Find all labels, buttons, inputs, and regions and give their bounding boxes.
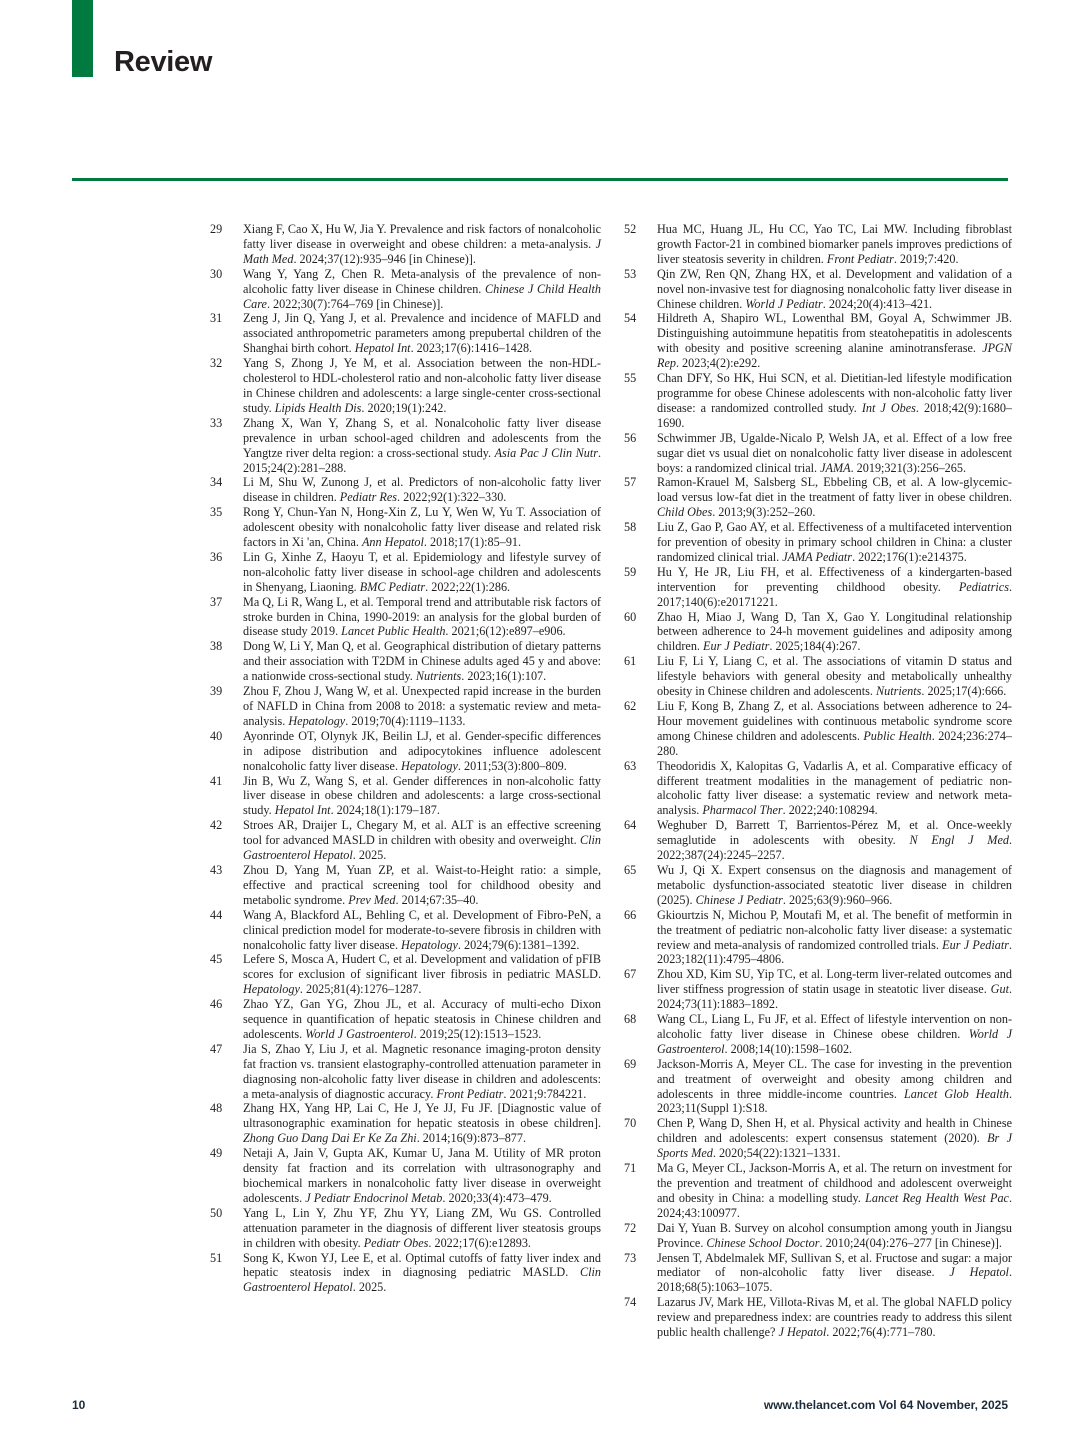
references-column-right <box>624 222 1012 1340</box>
reference-item <box>624 565 1012 610</box>
journal-name: J Pediatr Endocrinol Metab <box>305 1190 443 1205</box>
references-section <box>210 222 1012 1340</box>
references-column-left <box>210 222 601 1340</box>
reference-text: Song K, Kwon YJ, Lee E, et al. Optimal cutoffs of fatty liver index and hepatic steatosis index in diagnosing pediatric MASLD. Clin Gastroenterol Hepatol. 2025. <box>243 1250 601 1295</box>
reference-item <box>624 654 1012 699</box>
reference-item <box>624 610 1012 655</box>
reference-text: Gkiourtzis N, Michou P, Moutafi M, et al. The benefit of metformin in the treatment of pediatric non-alcoholic fatty liver disease: a systematic review and meta-analysis of randomized controlled trials. Eur J Pediatr. 2023;182(11):4795–4806. <box>657 907 1012 967</box>
journal-name: JPGN Rep <box>657 341 1012 371</box>
reference-text: Chen P, Wang D, Shen H, et al. Physical activity and health in Chinese children and adolescents: expert consensus statement (2020). Br J Sports Med. 2020;54(22):1321–1331. <box>657 1116 1012 1161</box>
reference-number: 44 <box>210 907 223 922</box>
journal-name: Ann Hepatol <box>361 535 424 550</box>
journal-name: J Hepatol <box>778 1325 827 1340</box>
reference-text: Schwimmer JB, Ugalde-Nicalo P, Welsh JA, et al. Effect of a low free sugar diet vs usual diet on nonalcoholic fatty liver disease in adolescent boys: a randomized clinical trial. JAMA. 2019;321(3):256–265. <box>657 430 1012 475</box>
reference-text: Xiang F, Cao X, Hu W, Jia Y. Prevalence and risk factors of nonalcoholic fatty liver disease in overweight and obese children: a meta-analysis. J Math Med. 2024;37(12):935–946 [in Chinese)]. <box>243 222 601 266</box>
reference-number: 52 <box>624 222 637 236</box>
journal-name: Hepatol Int <box>274 803 331 818</box>
reference-text: Weghuber D, Barrett T, Barrientos-Pérez M, et al. Once-weekly semaglutide in adolescents with obesity. N Engl J Med. 2022;387(24):2245–2257. <box>657 818 1012 863</box>
journal-name: Clin Gastroenterol Hepatol <box>243 1265 601 1295</box>
reference-number: 69 <box>624 1056 637 1071</box>
reference-item <box>210 267 601 312</box>
reference-text: Wang CL, Liang L, Fu JF, et al. Effect of lifestyle intervention on non-alcoholic fatty liver disease in Chinese obese children. World J Gastroenterol. 2008;14(10):1598–1602. <box>657 1012 1012 1056</box>
reference-number: 49 <box>210 1146 223 1161</box>
reference-item <box>210 311 601 356</box>
reference-item <box>210 475 601 505</box>
reference-item <box>624 431 1012 476</box>
reference-text: Chan DFY, So HK, Hui SCN, et al. Dietitian-led lifestyle modification programme for obese Chinese adolescents with non-alcoholic fatty liver disease: a randomized controlled study. Int J Obes. 2018;42(9):1680–1690. <box>657 371 1013 430</box>
journal-name: Hepatology <box>243 982 300 997</box>
journal-name: Chinese J Pediatr <box>695 892 783 907</box>
reference-item <box>210 550 601 595</box>
reference-item <box>210 1206 601 1251</box>
reference-item <box>210 1251 601 1296</box>
journal-name: Hepatology <box>288 713 346 728</box>
journal-name: Pediatr Obes <box>363 1235 429 1250</box>
reference-number: 58 <box>624 520 637 535</box>
reference-item <box>624 371 1012 431</box>
reference-number: 37 <box>210 594 223 609</box>
journal-name: JAMA <box>820 460 851 475</box>
journal-name: J Hepatol <box>949 1265 1009 1280</box>
reference-text: Dai Y, Yuan B. Survey on alcohol consumption among youth in Jiangsu Province. Chinese School Doctor. 2010;24(04):276–277 [in Chinese)]. <box>657 1220 1012 1250</box>
journal-name: Eur J Pediatr <box>703 639 770 654</box>
reference-number: 64 <box>624 818 637 833</box>
reference-text: Wu J, Qi X. Expert consensus on the diagnosis and management of metabolic dysfunction-associated steatotic liver disease in children (2025). Chinese J Pediatr. 2025;63(9):960–966. <box>657 862 1012 907</box>
reference-text: Zhang HX, Yang HP, Lai C, He J, Ye JJ, Fu JF. [Diagnostic value of ultrasonographic examination for hepatic steatosis in obese children]. Zhong Guo Dang Dai Er Ke Za Zhi. 2014;16(9):873–877. <box>243 1101 601 1146</box>
reference-item <box>210 952 601 997</box>
reference-number: 60 <box>624 609 637 624</box>
journal-name: J Math Med <box>243 236 601 266</box>
reference-item <box>210 997 601 1042</box>
reference-text: Lefere S, Mosca A, Hudert C, et al. Development and validation of pFIB scores for exclusion of significant liver fibrosis in pediatric MASLD. Hepatology. 2025;81(4):1276–1287. <box>243 952 601 997</box>
journal-name: Hepatology <box>401 758 458 773</box>
journal-name: Chinese J Child Health Care <box>243 281 601 311</box>
reference-number: 39 <box>210 684 223 699</box>
reference-number: 30 <box>210 266 223 281</box>
reference-text: Hildreth A, Shapiro WL, Lowenthal BM, Goyal A, Schwimmer JB. Distinguishing autoimmune hepatitis from steatohepatitis in adolescents with obesity and positive screening alanine aminotransferase. JPGN Rep. 2023;4(2):e292. <box>657 311 1012 371</box>
reference-item <box>624 1221 1012 1251</box>
journal-name: N Engl J Med <box>909 833 1009 848</box>
reference-item <box>210 684 601 729</box>
journal-name: Pediatr Res <box>339 490 397 505</box>
reference-text: Liu F, Kong B, Zhang Z, et al. Associations between adherence to 24-Hour movement guidelines with continuous metabolic syndrome score among Chinese children and adolescents. Public Health. 2024;236:274–280. <box>657 699 1013 758</box>
reference-text: Lin G, Xinhe Z, Haoyu T, et al. Epidemiology and lifestyle survey of non-alcoholic fatty liver disease in school-age children and adolescents in Shenyang, Liaoning. BMC Pediatr. 2022;22(1):286. <box>243 549 601 594</box>
journal-name: Asia Pac J Clin Nutr <box>494 445 598 460</box>
reference-item <box>210 639 601 684</box>
reference-item <box>624 1161 1012 1221</box>
reference-number: 53 <box>624 266 637 281</box>
journal-name: Gut <box>990 982 1009 997</box>
reference-text: Jackson-Morris A, Meyer CL. The case for investing in the prevention and treatment of overweight and obesity among children and adolescents in three middle-income countries. Lancet Glob Health. 2023;11(Suppl 1):S18. <box>657 1056 1012 1116</box>
reference-item <box>210 729 601 774</box>
reference-number: 32 <box>210 356 223 371</box>
journal-name: World J Gastroenterol <box>305 1026 414 1041</box>
reference-text: Hua MC, Huang JL, Hu CC, Yao TC, Lai MW. Including fibroblast growth Factor-21 in combined biomarker panels improves predictions of liver steatosis severity in children. Front Pediatr. 2019;7:420. <box>657 222 1012 266</box>
reference-item <box>624 1116 1012 1161</box>
journal-name: Front Pediatr <box>436 1086 504 1101</box>
reference-number: 61 <box>624 654 637 669</box>
reference-text: Ayonrinde OT, Olynyk JK, Beilin LJ, et al. Gender-specific differences in adipose distribution and adipocytokines influence adolescent nonalcoholic fatty liver disease. Hepatology. 2011;53(3):800–809. <box>243 728 601 773</box>
reference-text: Lazarus JV, Mark HE, Villota-Rivas M, et al. The global NAFLD policy review and preparedness index: are countries ready to address this silent public health challenge? J Hepatol. 2022;76(4):771–780. <box>657 1295 1012 1340</box>
reference-item <box>624 311 1012 371</box>
reference-item <box>210 356 601 416</box>
reference-item <box>624 475 1012 520</box>
reference-item <box>624 222 1012 267</box>
reference-number: 63 <box>624 758 637 773</box>
reference-number: 45 <box>210 952 223 967</box>
reference-item <box>624 1295 1012 1340</box>
reference-item <box>624 520 1012 565</box>
reference-item <box>624 1251 1012 1296</box>
reference-number: 50 <box>210 1205 223 1220</box>
reference-number: 56 <box>624 430 637 445</box>
journal-name: JAMA Pediatr <box>782 549 853 564</box>
reference-number: 68 <box>624 1012 637 1027</box>
reference-number: 31 <box>210 311 223 326</box>
journal-name: Br J Sports Med <box>657 1131 1012 1161</box>
reference-text: Ma Q, Li R, Wang L, et al. Temporal trend and attributable risk factors of stroke burden in China, 1990-2019: an analysis for the global burden of disease study 2019. Lancet Public Health. 2021;6(12):e897–e906. <box>243 594 601 639</box>
reference-number: 36 <box>210 549 223 564</box>
journal-name: Zhong Guo Dang Dai Er Ke Za Zhi <box>243 1131 417 1146</box>
reference-text: Jensen T, Abdelmalek MF, Sullivan S, et al. Fructose and sugar: a major mediator of non-alcoholic fatty liver disease. J Hepatol. 2018;68(5):1063–1075. <box>657 1250 1012 1295</box>
reference-number: 73 <box>624 1250 637 1265</box>
page-footer <box>72 1398 1008 1412</box>
reference-text: Ramon-Krauel M, Salsberg SL, Ebbeling CB, et al. A low-glycemic-load versus low-fat diet in the treatment of fatty liver in obese children. Child Obes. 2013;9(3):252–260. <box>657 475 1012 520</box>
journal-name: Pharmacol Ther <box>702 803 783 818</box>
reference-text: Yang L, Lin Y, Zhu YF, Zhu YY, Liang ZM, Wu GS. Controlled attenuation parameter in the diagnosis of different liver steatosis groups in children with obesity. Pediatr Obes. 2022;17(6):e12893. <box>243 1205 601 1250</box>
reference-item <box>210 863 601 908</box>
journal-name: Front Pediatr <box>826 251 894 266</box>
journal-name: Lipids Health Dis <box>274 400 362 415</box>
page-title: Review <box>114 46 213 78</box>
reference-number: 42 <box>210 818 223 833</box>
reference-item <box>624 1057 1012 1117</box>
reference-item <box>210 818 601 863</box>
reference-text: Wang A, Blackford AL, Behling C, et al. Development of Fibro-PeN, a clinical prediction model for moderate-to-severe fibrosis in children with nonalcoholic fatty liver disease. Hepatology. 2024;79(6):1381–1392. <box>243 907 601 952</box>
reference-number: 70 <box>624 1116 637 1131</box>
reference-text: Zhao YZ, Gan YG, Zhou JL, et al. Accuracy of multi-echo Dixon sequence in quantification of hepatic steatosis in Chinese children and adolescents. World J Gastroenterol. 2019;25(12):1513–1523. <box>243 997 601 1041</box>
reference-number: 72 <box>624 1220 637 1235</box>
reference-text: Yang S, Zhong J, Ye M, et al. Association between the non-HDL-cholesterol to HDL-cholesterol ratio and non-alcoholic fatty liver disease in Chinese children and adolescents: a large single-center cross-sectional study. Lipids Health Dis. 2020;19(1):242. <box>243 356 601 415</box>
reference-text: Jin B, Wu Z, Wang S, et al. Gender differences in non-alcoholic fatty liver disease in obese children and adolescents: a large cross-sectional study. Hepatol Int. 2024;18(1):179–187. <box>243 773 601 818</box>
reference-number: 55 <box>624 371 637 386</box>
reference-item <box>624 908 1012 968</box>
reference-text: Ma G, Meyer CL, Jackson-Morris A, et al. The return on investment for the prevention and treatment of childhood and adolescent overweight and obesity in China: a modelling study. Lancet Reg Health West Pac. 2024;43:100977. <box>657 1161 1013 1220</box>
reference-number: 47 <box>210 1041 223 1056</box>
reference-item <box>210 774 601 819</box>
reference-text: Zhang X, Wan Y, Zhang S, et al. Nonalcoholic fatty liver disease prevalence in urban school-aged children and adolescents from the Yangtze river delta region: a cross-sectional study. Asia Pac J Clin Nutr. 2015;24(2):281–288. <box>243 415 602 475</box>
reference-text: Wang Y, Yang Z, Chen R. Meta-analysis of the prevalence of non-alcoholic fatty liver disease in Chinese children. Chinese J Child Health Care. 2022;30(7):764–769 [in Chinese)]. <box>243 266 601 311</box>
journal-name: Public Health <box>863 728 932 743</box>
reference-item <box>624 267 1012 312</box>
reference-number: 54 <box>624 311 637 326</box>
reference-number: 29 <box>210 222 223 236</box>
reference-item <box>210 1101 601 1146</box>
reference-item <box>624 759 1012 819</box>
reference-number: 67 <box>624 967 637 982</box>
journal-name: World J Gastroenterol <box>657 1026 1012 1056</box>
journal-footer-line: www.thelancet.com Vol 64 November, 2025 <box>763 1398 1008 1412</box>
reference-text: Qin ZW, Ren QN, Zhang HX, et al. Development and validation of a novel non-invasive test for diagnosing nonalcoholic fatty liver disease in Chinese children. World J Pediatr. 2024;20(4):413–421. <box>657 266 1012 311</box>
reference-text: Liu F, Li Y, Liang C, et al. The associations of vitamin D status and lifestyle behaviors with general obesity and metabolically unhealthy obesity in Chinese children and adolescents. Nutrients. 2025;17(4):666. <box>657 654 1012 699</box>
reference-number: 51 <box>210 1250 223 1265</box>
reference-text: Li M, Shu W, Zunong J, et al. Predictors of non-alcoholic fatty liver disease in children. Pediatr Res. 2022;92(1):322–330. <box>243 475 601 505</box>
reference-number: 57 <box>624 475 637 490</box>
reference-item <box>210 908 601 953</box>
journal-name: Chinese School Doctor <box>706 1235 820 1250</box>
reference-number: 59 <box>624 564 637 579</box>
reference-number: 35 <box>210 505 223 520</box>
journal-name: Nutrients <box>415 669 462 684</box>
reference-item <box>210 1146 601 1206</box>
journal-name: Pediatrics <box>958 579 1009 594</box>
journal-name: Clin Gastroenterol Hepatol <box>243 833 601 863</box>
reference-text: Hu Y, He JR, Liu FH, et al. Effectiveness of a kindergarten-based intervention for preventing childhood obesity. Pediatrics. 2017;140(6):e20171221. <box>657 564 1012 609</box>
reference-number: 38 <box>210 639 223 654</box>
reference-number: 41 <box>210 773 223 788</box>
reference-item <box>624 1012 1012 1057</box>
reference-number: 74 <box>624 1295 637 1310</box>
reference-item <box>210 222 601 267</box>
header-rule <box>72 178 1008 181</box>
reference-text: Rong Y, Chun-Yan N, Hong-Xin Z, Lu Y, Wen W, Yu T. Association of adolescent obesity with nonalcoholic fatty liver disease and related risk factors in Xi 'an, China. Ann Hepatol. 2018;17(1):85–91. <box>243 505 601 550</box>
reference-text: Netaji A, Jain V, Gupta AK, Kumar U, Jana M. Utility of MR proton density fat fraction and its correlation with ultrasonography and biochemical markers in nonalcoholic fatty liver disease in overweight adolescents. J Pediatr Endocrinol Metab. 2020;33(4):473–479. <box>243 1146 601 1205</box>
journal-name: BMC Pediatr <box>359 579 426 594</box>
journal-name: Lancet Reg Health West Pac <box>865 1190 1009 1205</box>
reference-text: Stroes AR, Draijer L, Chegary M, et al. ALT is an effective screening tool for advanced MASLD in children with obesity and overweight. Clin Gastroenterol Hepatol. 2025. <box>243 818 601 863</box>
reference-number: 46 <box>210 997 223 1012</box>
reference-number: 40 <box>210 728 223 743</box>
reference-item <box>210 416 601 476</box>
reference-number: 66 <box>624 907 637 922</box>
reference-item <box>210 1042 601 1102</box>
journal-name: Child Obes <box>657 505 713 520</box>
reference-number: 71 <box>624 1161 637 1176</box>
review-accent-bar <box>72 0 93 77</box>
reference-item <box>210 505 601 550</box>
reference-item <box>624 863 1012 908</box>
reference-item <box>624 818 1012 863</box>
reference-text: Liu Z, Gao P, Gao AY, et al. Effectiveness of a multifaceted intervention for prevention of obesity in primary school children in China: a cluster randomized clinical trial. JAMA Pediatr. 2022;176(1):e214375. <box>657 520 1012 564</box>
reference-text: Zeng J, Jin Q, Yang J, et al. Prevalence and incidence of MAFLD and associated anthropometric parameters among prepubertal children of the Shanghai birth cohort. Hepatol Int. 2023;17(6):1416–1428. <box>243 311 601 356</box>
reference-text: Zhou D, Yang M, Yuan ZP, et al. Waist-to-Height ratio: a simple, effective and practical screening tool for childhood obesity and metabolic syndrome. Prev Med. 2014;67:35–40. <box>243 862 601 907</box>
journal-name: World J Pediatr <box>745 296 823 311</box>
reference-number: 62 <box>624 699 637 713</box>
reference-text: Zhao H, Miao J, Wang D, Tan X, Gao Y. Longitudinal relationship between adherence to 24-h movement guidelines and adiposity among children. Eur J Pediatr. 2025;184(4):267. <box>657 609 1012 654</box>
journal-name: Eur J Pediatr <box>942 937 1009 952</box>
journal-name: Hepatol Int <box>354 341 411 356</box>
reference-item <box>624 699 1012 759</box>
reference-text: Theodoridis X, Kalopitas G, Vadarlis A, et al. Comparative efficacy of different treatment modalities in the management of pediatric non-alcoholic fatty liver disease: a systematic review and network meta-analysis. Pharmacol Ther. 2022;240:108294. <box>657 758 1012 818</box>
page-number: 10 <box>72 1398 86 1412</box>
reference-number: 43 <box>210 862 223 877</box>
reference-item <box>210 595 601 640</box>
journal-name: Int J Obes <box>861 400 916 415</box>
journal-name: Hepatology <box>401 937 458 952</box>
journal-name: Prev Med <box>348 892 396 907</box>
reference-text: Jia S, Zhao Y, Liu J, et al. Magnetic resonance imaging-proton density fat fraction vs. transient elastography-controlled attenuation parameter in diagnosing non-alcoholic fatty liver disease in children and adolescents: a meta-analysis of diagnostic accuracy. Front Pediatr. 2021;9:784221. <box>243 1041 601 1101</box>
journal-name: Nutrients <box>875 684 922 699</box>
reference-text: Zhou F, Zhou J, Wang W, et al. Unexpected rapid increase in the burden of NAFLD in China from 2008 to 2018: a systematic review and meta-analysis. Hepatology. 2019;70(4):1119–1133. <box>243 684 601 728</box>
reference-text: Zhou XD, Kim SU, Yip TC, et al. Long-term liver-related outcomes and liver stiffness progression of statin usage in steatotic liver disease. Gut. 2024;73(11):1883–1892. <box>657 967 1012 1012</box>
reference-number: 65 <box>624 862 637 877</box>
reference-item <box>624 967 1012 1012</box>
journal-name: Lancet Public Health <box>341 624 446 639</box>
reference-text: Dong W, Li Y, Man Q, et al. Geographical distribution of dietary patterns and their association with T2DM in Chinese adults aged 45 y and above: a nationwide cross-sectional study. Nutrients. 2023;16(1):107. <box>243 639 601 684</box>
reference-number: 48 <box>210 1101 223 1116</box>
reference-number: 33 <box>210 415 223 430</box>
journal-name: Lancet Glob Health <box>904 1086 1009 1101</box>
reference-number: 34 <box>210 475 223 490</box>
